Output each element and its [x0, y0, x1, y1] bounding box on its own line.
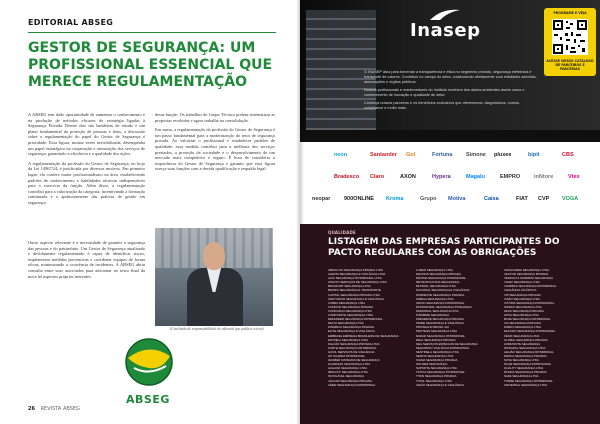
paragraph: Outro aspecto relevante é a necessidade de garantir a segurança das pessoas e do patrimônio. Um Gestor de Segurança atualizado e devidamente regulamentado é capaz de identificar riscos, implementar medidas preventivas e coordenar equipes de forma eficaz, minimizando a ocorrência de incidentes. A ABSEG abriu consulta entre seus associados para adicionar no texto final da nova lei aspectos próprios inerentes	[28, 240, 145, 279]
page-title: GESTOR DE SEGURANÇA: UM PROFISSIONAL ESSENCIAL QUE MERECE REGULAMENTAÇÃO	[28, 40, 273, 90]
partner-logo-grid	[300, 142, 600, 224]
company-list-item: ABSOLUTA SEGURANÇA PRIVADA LTDA	[328, 268, 384, 272]
company-list-item: CAPITAL SEGURANÇA PRIVADA LTDA	[328, 292, 380, 297]
company-list-item: METROPOLITANA SEGURANÇA	[416, 280, 460, 285]
company-list-item: MARCA SEGURANÇA PRIVADA	[504, 353, 547, 358]
partner-logo: EMPRO	[500, 174, 521, 180]
company-list-item: HAGANÁ SEGURANÇA LTDA	[328, 366, 368, 371]
qr-code-icon[interactable]	[552, 19, 588, 55]
ad-paragraph: Conheça nossos parceiros e os benefícios exclusivos que oferecemos: diagnósticos, cursos, compliance e muito mais.	[364, 101, 520, 110]
paragraph: A regulamentação da profissão do Gestor de Segurança, no bojo da Lei 14967/24, é justificada por diversos motivos. Em primeiro lugar, ela confere maior profissionalismo na área, estabelecendo padrões de conhecimento e habilidades técnicas indispensáveis para o exercício da função. Além disso, a regulamentação contribui para a valorização da categoria, incentivando a formação continuada e o aprimoramento das práticas de gestão em segurança.	[28, 160, 145, 205]
inasep-logo: Inasep	[410, 20, 481, 41]
company-list-item: VISÃO SEGURANÇA LTDA	[504, 296, 540, 301]
company-list-item: BRINKS SEGURANÇA E TRANSPORTE	[328, 288, 381, 293]
company-list-item: TÁTICA SEGURANÇA PATRIMONIAL	[416, 370, 466, 375]
qr-panel	[544, 8, 596, 76]
company-list-item: JAGUAR SEGURANÇA PRIVADA	[328, 378, 372, 383]
partner-logo: Caixa	[484, 196, 499, 202]
company-list-item: CENTURION SEGURANÇA E VIGILÂNCIA	[328, 296, 384, 301]
company-list-item: ORION SEGURANÇA PATRIMONIAL	[416, 300, 465, 305]
company-list-item: GP GUARDA PATRIMONIAL	[328, 353, 366, 358]
company-list-item: NORDESTE SEGURANÇA PRIVADA	[416, 292, 465, 297]
company-list-item: PRESERVE SEGURANÇA PRIVADA	[416, 317, 464, 322]
section-tag: QUALIDADE	[328, 230, 356, 235]
company-list-item: ZEUS SEGURANÇA PRIVADA	[504, 308, 544, 313]
company-list-item: PIRÂMIDE SEGURANÇA	[416, 313, 450, 318]
company-list-item: PROSEGUR BRASIL S/A	[416, 325, 449, 330]
company-list-column-2	[416, 268, 500, 387]
company-list-item: LÍDER SEGURANÇA PATRIMONIAL	[328, 382, 376, 387]
company-list-item: PATRIMONIAL SEGURANÇA INTEGRADA	[416, 304, 472, 309]
company-list-item: PILAR SEGURANÇA PATRIMONIAL	[504, 362, 552, 367]
company-list-item: GLOBAL SEGURANÇA PRIVADA	[504, 337, 548, 342]
partner-logo: Motiva	[448, 196, 466, 202]
partner-logo: neon	[334, 152, 348, 158]
company-list-item: INVIOLÁVEL SEGURANÇA	[328, 374, 364, 379]
partner-logo: Simone	[466, 152, 486, 158]
partner-logo: FIAT	[516, 196, 528, 202]
company-list-item: VANGUARDA SEGURANÇA LTDA	[504, 268, 549, 272]
company-list-item: PERSONAL SEGURANÇA LTDA	[416, 308, 459, 313]
company-list-item: VIGIBRAS SEGURANÇA PATRIMONIAL	[504, 284, 557, 289]
company-list-item: LUMAN SEGURANÇA LTDA	[416, 268, 454, 272]
text-column-1-continued	[28, 240, 145, 283]
company-list-item: INTEGRAL SEGURANÇA LTDA	[504, 345, 546, 350]
company-list-item: ALERTA SEGURANÇA E VIGILÂNCIA LTDA	[328, 272, 386, 277]
qr-title: PROGRAME E VEJA	[553, 11, 587, 15]
company-list-item: VECTOR SEGURANÇA PRIVADA	[504, 272, 549, 277]
partner-logo: Fortuna	[432, 152, 453, 158]
partner-logo: pluxee	[494, 152, 512, 158]
text-column-1	[28, 112, 145, 210]
company-list-item: COBRA SEGURANÇA LTDA	[328, 300, 366, 305]
company-list-item: RADAR SEGURANÇA PATRIMONIAL	[416, 333, 466, 338]
company-list-item: SAFE SEGURANÇA LTDA	[504, 374, 539, 379]
section-label: EDITORIAL ABSEG	[28, 18, 114, 27]
list-title: LISTAGEM DAS EMPRESAS PARTICIPANTES DO PACTO REGULARES COM AS OBRIGAÇÕES	[328, 237, 560, 258]
company-list-item: UNIVERSAL SEGURANÇA LTDA	[504, 382, 548, 387]
company-list-item: DEFENDER SEGURANÇA PATRIMONIAL	[328, 317, 383, 322]
company-list-item: TITAN SEGURANÇA PRIVADA	[416, 374, 457, 379]
abseg-globe-logo	[114, 332, 184, 402]
company-list-item: CONDOR SEGURANÇA PRIVADA	[328, 304, 374, 309]
photo-head	[203, 242, 225, 270]
right-page	[300, 0, 600, 424]
company-list-item: SOLIDEZ SEGURANÇA	[416, 362, 448, 367]
company-list-item: MÁXIMA SEGURANÇA PATRIMONIAL	[416, 276, 467, 281]
company-list-item: SERVIS SEGURANÇA LTDA	[416, 353, 454, 358]
company-list-item: BRASFORT SEGURANÇA LTDA	[328, 284, 371, 289]
company-list-item: VERZANI & SANDRINI SEGURANÇA	[504, 276, 553, 281]
partner-logo: 900ONLINE	[344, 196, 374, 202]
company-list-item: TORRE SEGURANÇA PATRIMONIAL	[504, 378, 553, 383]
qr-caption: ACESSE NOSSO CATÁLOGO DE PARCEIROS E PARCERIAS	[546, 59, 594, 71]
company-list-item: MAGNUS SEGURANÇA PRIVADA	[416, 272, 461, 277]
company-list-item: MUNDIAL SEGURANÇA LTDA	[416, 284, 456, 289]
paragraph: Em suma, a regulamentação da profissão do Gestor de Segurança é um passo fundamental para a modernização do setor de segurança privada. Ao valorizar o profissional e estabelecer padrões de qualidade, essa medida contribui para a melhoria dos serviços prestados, a proteção da sociedade e o desenvolvimento de um mercado mais competitivo e seguro. É hora de considerar a importância do Gestor de Segurança e garantir que essa figura exerça suas funções com a devida qualificação e respaldo legal.	[155, 127, 275, 172]
partner-logo: CVP	[538, 196, 550, 202]
company-list-item: SEGURPRO VIGILÂNCIA PATRIMONIAL	[416, 345, 470, 350]
partner-logo: Grupo	[420, 196, 437, 202]
page-spine	[296, 0, 304, 424]
company-list-item: EMBRASE EMPRESA BRASILEIRA DE SEGURANÇA	[328, 333, 399, 338]
company-list-column-3	[504, 268, 588, 387]
company-list-section	[300, 224, 600, 424]
partner-logo: Bradesco	[334, 174, 360, 180]
company-list-item: VITÓRIA SEGURANÇA PATRIMONIAL	[504, 300, 555, 305]
company-list-item: DIRETA SEGURANÇA LTDA	[504, 325, 542, 330]
company-list-item: NOVA SEGURANÇA LTDA	[504, 358, 539, 363]
abseg-logo-text: ABSEG	[126, 393, 170, 406]
company-list-item: GRABER SISTEMAS DE SEGURANÇA	[328, 358, 380, 363]
company-list-item: DINÂMICA SEGURANÇA PRIVADA	[328, 325, 375, 330]
company-list-item: VIGEX SEGURANÇA LTDA	[504, 280, 540, 285]
partner-logo: Hypera	[432, 174, 451, 180]
company-list-item: ALFA SEGURANÇA PATRIMONIAL LTDA	[328, 276, 382, 281]
company-list-item: VIP SEGURANÇA PRIVADA	[504, 292, 541, 297]
inasep-advertisement	[300, 0, 600, 224]
company-list-item: FALCÃO SEGURANÇA PRIVADA LTDA	[328, 341, 380, 346]
partner-logo: Magalu	[466, 174, 485, 180]
ad-paragraph: O INASEP atua para fomentar a transparência e ética no segmento privado, segurança eletrônica e transporte de valores. Contribuir no campo do setor, colaborando diretamente com entidades setoriais, associações e órgãos públicos.	[364, 70, 537, 84]
company-list-item: TOTAL SEGURANÇA LTDA	[416, 378, 452, 383]
partner-logo: Kroma	[386, 196, 404, 202]
page-footer	[28, 406, 80, 412]
partner-logo: neopar	[312, 196, 331, 202]
company-list-item: SUPORTE SEGURANÇA LTDA	[416, 366, 457, 371]
company-list-item: DELTA SEGURANÇA LTDA	[328, 321, 364, 326]
company-list-item: LEGIÃO SEGURANÇA PATRIMONIAL	[504, 349, 554, 354]
ad-paragraph: Nossos profissionais e mantenedores do Instituto recebem dos dados ambientes assim como o conhecimento de inovação e qualidade de setor.	[364, 88, 525, 97]
company-list-item: IMPACTO SEGURANÇA LTDA	[328, 370, 368, 375]
company-list-item: ATIVA SEGURANÇA LTDA	[504, 313, 539, 318]
company-list-item: GOCIL SERVIÇOS DE VIGILÂNCIA	[328, 349, 375, 354]
company-list-item: PROTEGE SEGURANÇA LTDA	[416, 329, 458, 334]
company-list-item: ATENTO SERVIÇOS DE SEGURANÇA LTDA	[328, 280, 387, 285]
divider	[28, 32, 276, 33]
company-list-item: RONDA SEGURANÇA PRIVADA	[504, 370, 547, 375]
text-column-2	[155, 112, 275, 176]
company-list-item: QUALITY SEGURANÇA LTDA	[504, 366, 544, 371]
partner-logo: Vtex	[568, 174, 580, 180]
company-list-item: BASE SEGURANÇA PATRIMONIAL	[504, 317, 551, 322]
company-list-item: NACIONAL SEGURANÇA E VIGILÂNCIA	[416, 288, 470, 293]
company-list-item: ESTRELA SEGURANÇA LTDA	[328, 337, 368, 342]
partner-logo: VOGA	[562, 196, 579, 202]
author-photo	[155, 228, 273, 326]
ad-description	[364, 70, 540, 114]
company-list-item: ELITE SEGURANÇA E VIGILÂNCIA	[328, 329, 375, 334]
partner-logo: AXON	[400, 174, 416, 180]
company-list-item: REAL SEGURANÇA PRIVADA	[416, 337, 456, 342]
company-list-item: FORTE SEGURANÇA PATRIMONIAL	[328, 345, 377, 350]
company-list-item: CONFIANÇA SEGURANÇA LTDA	[328, 308, 372, 313]
company-list-item: VIGILÂNCIA ATLÂNTICA	[504, 288, 537, 293]
paragraph: A ABSEG tem dado oportunidade de aumentar o conhecimento e na produção de métodos eficazes de estratégia ligadas à Segurança Privada. Dentre elas são bandeiras de estudo e um plano fundamental da proteção de pessoas e bens, a discussão sobre a regulamentação do papel do Gestor de Segurança é prioridade. Essa figura, muitas vezes invisibilizada, desempenha um papel estratégico na cooperação e otimização dos serviços de segurança, garantindo a eficiência e a qualidade dos ações.	[28, 112, 145, 157]
company-list-item: SENTINELA SEGURANÇA LTDA	[416, 349, 459, 354]
page-number: 26	[28, 406, 35, 412]
company-list-item: FÊNIX SEGURANÇA LTDA	[504, 333, 540, 338]
company-list-item: CIA SEGURANÇA PRIVADA	[504, 321, 541, 326]
company-list-item: WORLD SEGURANÇA LTDA	[504, 304, 542, 309]
company-list-item: HORIZONTE SEGURANÇA	[504, 341, 541, 346]
partner-logo: Gol	[406, 152, 416, 158]
company-list-column-1	[328, 268, 412, 387]
company-list-item: ESCUDO SEGURANÇA PATRIMONIAL	[504, 329, 556, 334]
partner-logo: inNtore	[534, 174, 554, 180]
company-list-item: GUARDIAN SEGURANÇA LTDA	[328, 362, 371, 367]
company-list-item: SEG SERVIÇOS ESPECIAIS DE SEGURANÇA	[416, 341, 478, 346]
company-list-item: SIGMA SEGURANÇA PRIVADA	[416, 358, 458, 363]
company-list-item: PRIME SEGURANÇA E VIGILÂNCIA	[416, 321, 464, 326]
partner-logo: Santander	[370, 152, 397, 158]
photo-caption: (Conclusão de responsabilidade do editorial que publica o texto)	[170, 327, 264, 331]
publication-name: REVISTA ABSEG	[40, 406, 80, 412]
partner-logo: Claro	[370, 174, 385, 180]
partner-logo: bipit	[528, 152, 540, 158]
company-list-item: UNIÃO SEGURANÇA E VIGILÂNCIA	[416, 382, 464, 387]
paragraph: dessa função. Os trabalhos do Grupo Técnico podem sistematizar as propostas recebidas e agora trabalha na consolidação.	[155, 112, 275, 123]
company-list-item: CORPORATE SEGURANÇA LTDA	[328, 313, 374, 318]
company-list-item: OMEGA SEGURANÇA LTDA	[416, 296, 454, 301]
partner-logo: CBS	[562, 152, 574, 158]
